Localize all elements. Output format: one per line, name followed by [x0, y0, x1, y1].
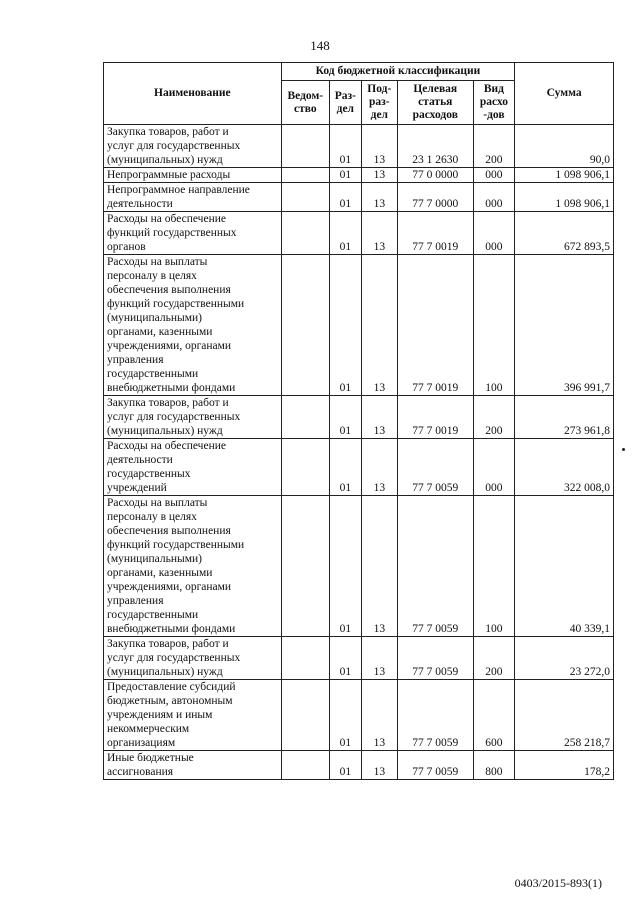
row-name-line: обеспечения выполнения: [107, 284, 231, 296]
row-podr: 13: [361, 637, 397, 680]
row-vid: 000: [473, 183, 515, 212]
row-name-line: персоналу в целях: [107, 511, 197, 523]
row-podr: 13: [361, 212, 397, 255]
table-row: [104, 751, 614, 780]
row-name-line: органами, казенными: [107, 326, 213, 338]
row-podr: 13: [361, 680, 397, 751]
page-number: 148: [310, 38, 330, 53]
row-name-line: деятельности: [107, 454, 173, 466]
row-ved: [281, 496, 329, 637]
row-ved: [281, 751, 329, 780]
row-sum: 322 008,0: [515, 439, 614, 496]
row-name-line: государственными: [107, 368, 199, 380]
row-cel: 77 7 0059: [397, 439, 473, 496]
row-name: [104, 496, 282, 637]
row-name-line: услуг для государственных: [107, 140, 241, 152]
row-ved: [281, 396, 329, 439]
table-row: [104, 212, 614, 255]
row-razd: 01: [329, 637, 361, 680]
table-row: [104, 637, 614, 680]
row-cel: 77 7 0019: [397, 255, 473, 396]
row-name: [104, 125, 282, 168]
table-row: [104, 496, 614, 637]
row-sum: 40 339,1: [515, 496, 614, 637]
header-ved: Ведом- ство: [281, 81, 329, 125]
row-podr: 13: [361, 396, 397, 439]
header-name: Наименование: [104, 63, 282, 125]
row-cel: 23 1 2630: [397, 125, 473, 168]
row-name-line: управления: [107, 595, 164, 607]
table-row: [104, 168, 614, 183]
table-row: [104, 183, 614, 212]
row-name-line: (муниципальных) нужд: [107, 154, 223, 166]
header-vid: Вид расхо -дов: [473, 81, 515, 125]
row-name-line: органами, казенными: [107, 567, 213, 579]
row-name-line: учреждениям и иным: [107, 709, 213, 721]
row-name-line: Закупка товаров, работ и: [107, 397, 229, 409]
row-podr: 13: [361, 125, 397, 168]
row-name-line: Закупка товаров, работ и: [107, 638, 229, 650]
row-name-line: Расходы на обеспечение: [107, 440, 226, 452]
table-row: [104, 680, 614, 751]
row-name-line: внебюджетными фондами: [107, 623, 236, 635]
table-row: [104, 396, 614, 439]
row-name-line: Расходы на выплаты: [107, 497, 208, 509]
row-name-line: услуг для государственных: [107, 652, 241, 664]
row-razd: 01: [329, 439, 361, 496]
row-name-line: государственных: [107, 468, 191, 480]
row-vid: 000: [473, 212, 515, 255]
row-podr: 13: [361, 255, 397, 396]
row-name: [104, 255, 282, 396]
table-row: [104, 255, 614, 396]
header-code-group: Код бюджетной классификации: [281, 63, 515, 81]
row-name-line: организациям: [107, 737, 176, 749]
row-sum: 23 272,0: [515, 637, 614, 680]
row-ved: [281, 680, 329, 751]
row-ved: [281, 212, 329, 255]
row-name: [104, 751, 282, 780]
row-ved: [281, 255, 329, 396]
row-name: [104, 637, 282, 680]
row-cel: 77 7 0059: [397, 637, 473, 680]
row-vid: 000: [473, 439, 515, 496]
row-name-line: функций государственными: [107, 298, 245, 310]
row-name-line: внебюджетными фондами: [107, 382, 236, 394]
row-ved: [281, 183, 329, 212]
row-name-line: (муниципальных) нужд: [107, 666, 223, 678]
row-razd: 01: [329, 255, 361, 396]
row-name-line: ассигнования: [107, 766, 174, 778]
row-name-line: бюджетным, автономным: [107, 695, 233, 707]
row-sum: 178,2: [515, 751, 614, 780]
row-name: [104, 212, 282, 255]
row-sum: 90,0: [515, 125, 614, 168]
row-vid: 200: [473, 637, 515, 680]
row-name: [104, 680, 282, 751]
row-razd: 01: [329, 183, 361, 212]
row-ved: [281, 168, 329, 183]
row-razd: 01: [329, 680, 361, 751]
footer-code: 0403/2015-893(1): [514, 876, 602, 890]
row-ved: [281, 637, 329, 680]
header-podr: Под- раз- дел: [361, 81, 397, 125]
row-name-line: (муниципальными): [107, 553, 202, 565]
scan-dot: [622, 448, 625, 451]
row-razd: 01: [329, 751, 361, 780]
row-name-line: услуг для государственных: [107, 411, 241, 423]
row-name-line: (муниципальных) нужд: [107, 425, 223, 437]
row-name-line: учреждениями, органами: [107, 340, 232, 352]
header-cel: Целевая статья расходов: [397, 81, 473, 125]
row-name: [104, 439, 282, 496]
row-podr: 13: [361, 496, 397, 637]
row-cel: 77 7 0019: [397, 212, 473, 255]
row-sum: 1 098 906,1: [515, 168, 614, 183]
row-vid: 800: [473, 751, 515, 780]
row-sum: 273 961,8: [515, 396, 614, 439]
row-name-line: управления: [107, 354, 164, 366]
row-ved: [281, 439, 329, 496]
row-vid: 100: [473, 255, 515, 396]
row-name-line: обеспечения выполнения: [107, 525, 231, 537]
row-razd: 01: [329, 125, 361, 168]
row-cel: 77 7 0059: [397, 680, 473, 751]
row-name-line: (муниципальными): [107, 312, 202, 324]
row-ved: [281, 125, 329, 168]
row-podr: 13: [361, 183, 397, 212]
row-cel: 77 7 0019: [397, 396, 473, 439]
header-razd: Раз- дел: [329, 81, 361, 125]
row-cel: 77 7 0059: [397, 751, 473, 780]
row-podr: 13: [361, 168, 397, 183]
row-name-line: Расходы на выплаты: [107, 256, 208, 268]
row-name-line: персоналу в целях: [107, 270, 197, 282]
row-vid: 600: [473, 680, 515, 751]
row-name-line: функций государственных: [107, 227, 237, 239]
row-name-line: государственными: [107, 609, 199, 621]
row-name-line: функций государственными: [107, 539, 245, 551]
table-row: [104, 125, 614, 168]
row-name-line: некоммерческим: [107, 723, 190, 735]
row-vid: 000: [473, 168, 515, 183]
table-row: [104, 439, 614, 496]
budget-table: [103, 62, 614, 780]
row-name-line: Иные бюджетные: [107, 752, 194, 764]
row-vid: 200: [473, 396, 515, 439]
row-vid: 100: [473, 496, 515, 637]
row-name-line: учреждениями, органами: [107, 581, 232, 593]
row-podr: 13: [361, 751, 397, 780]
header-sum: Сумма: [515, 63, 614, 125]
row-name-line: органов: [107, 241, 146, 253]
row-cel: 77 7 0059: [397, 496, 473, 637]
row-name-line: деятельности: [107, 198, 173, 210]
row-sum: 258 218,7: [515, 680, 614, 751]
row-sum: 1 098 906,1: [515, 183, 614, 212]
row-name-line: учреждений: [107, 482, 167, 494]
row-cel: 77 0 0000: [397, 168, 473, 183]
row-name-line: Закупка товаров, работ и: [107, 126, 229, 138]
row-name-line: Расходы на обеспечение: [107, 213, 226, 225]
row-razd: 01: [329, 396, 361, 439]
row-razd: 01: [329, 168, 361, 183]
row-name-line: Предоставление субсидий: [107, 681, 236, 693]
row-sum: 396 991,7: [515, 255, 614, 396]
row-name-line: Непрограммные расходы: [107, 169, 231, 181]
row-name: [104, 396, 282, 439]
row-name-line: Непрограммное направление: [107, 184, 250, 196]
row-podr: 13: [361, 439, 397, 496]
row-name: [104, 168, 282, 183]
row-sum: 672 893,5: [515, 212, 614, 255]
row-cel: 77 7 0000: [397, 183, 473, 212]
row-razd: 01: [329, 496, 361, 637]
row-razd: 01: [329, 212, 361, 255]
row-vid: 200: [473, 125, 515, 168]
row-name: [104, 183, 282, 212]
